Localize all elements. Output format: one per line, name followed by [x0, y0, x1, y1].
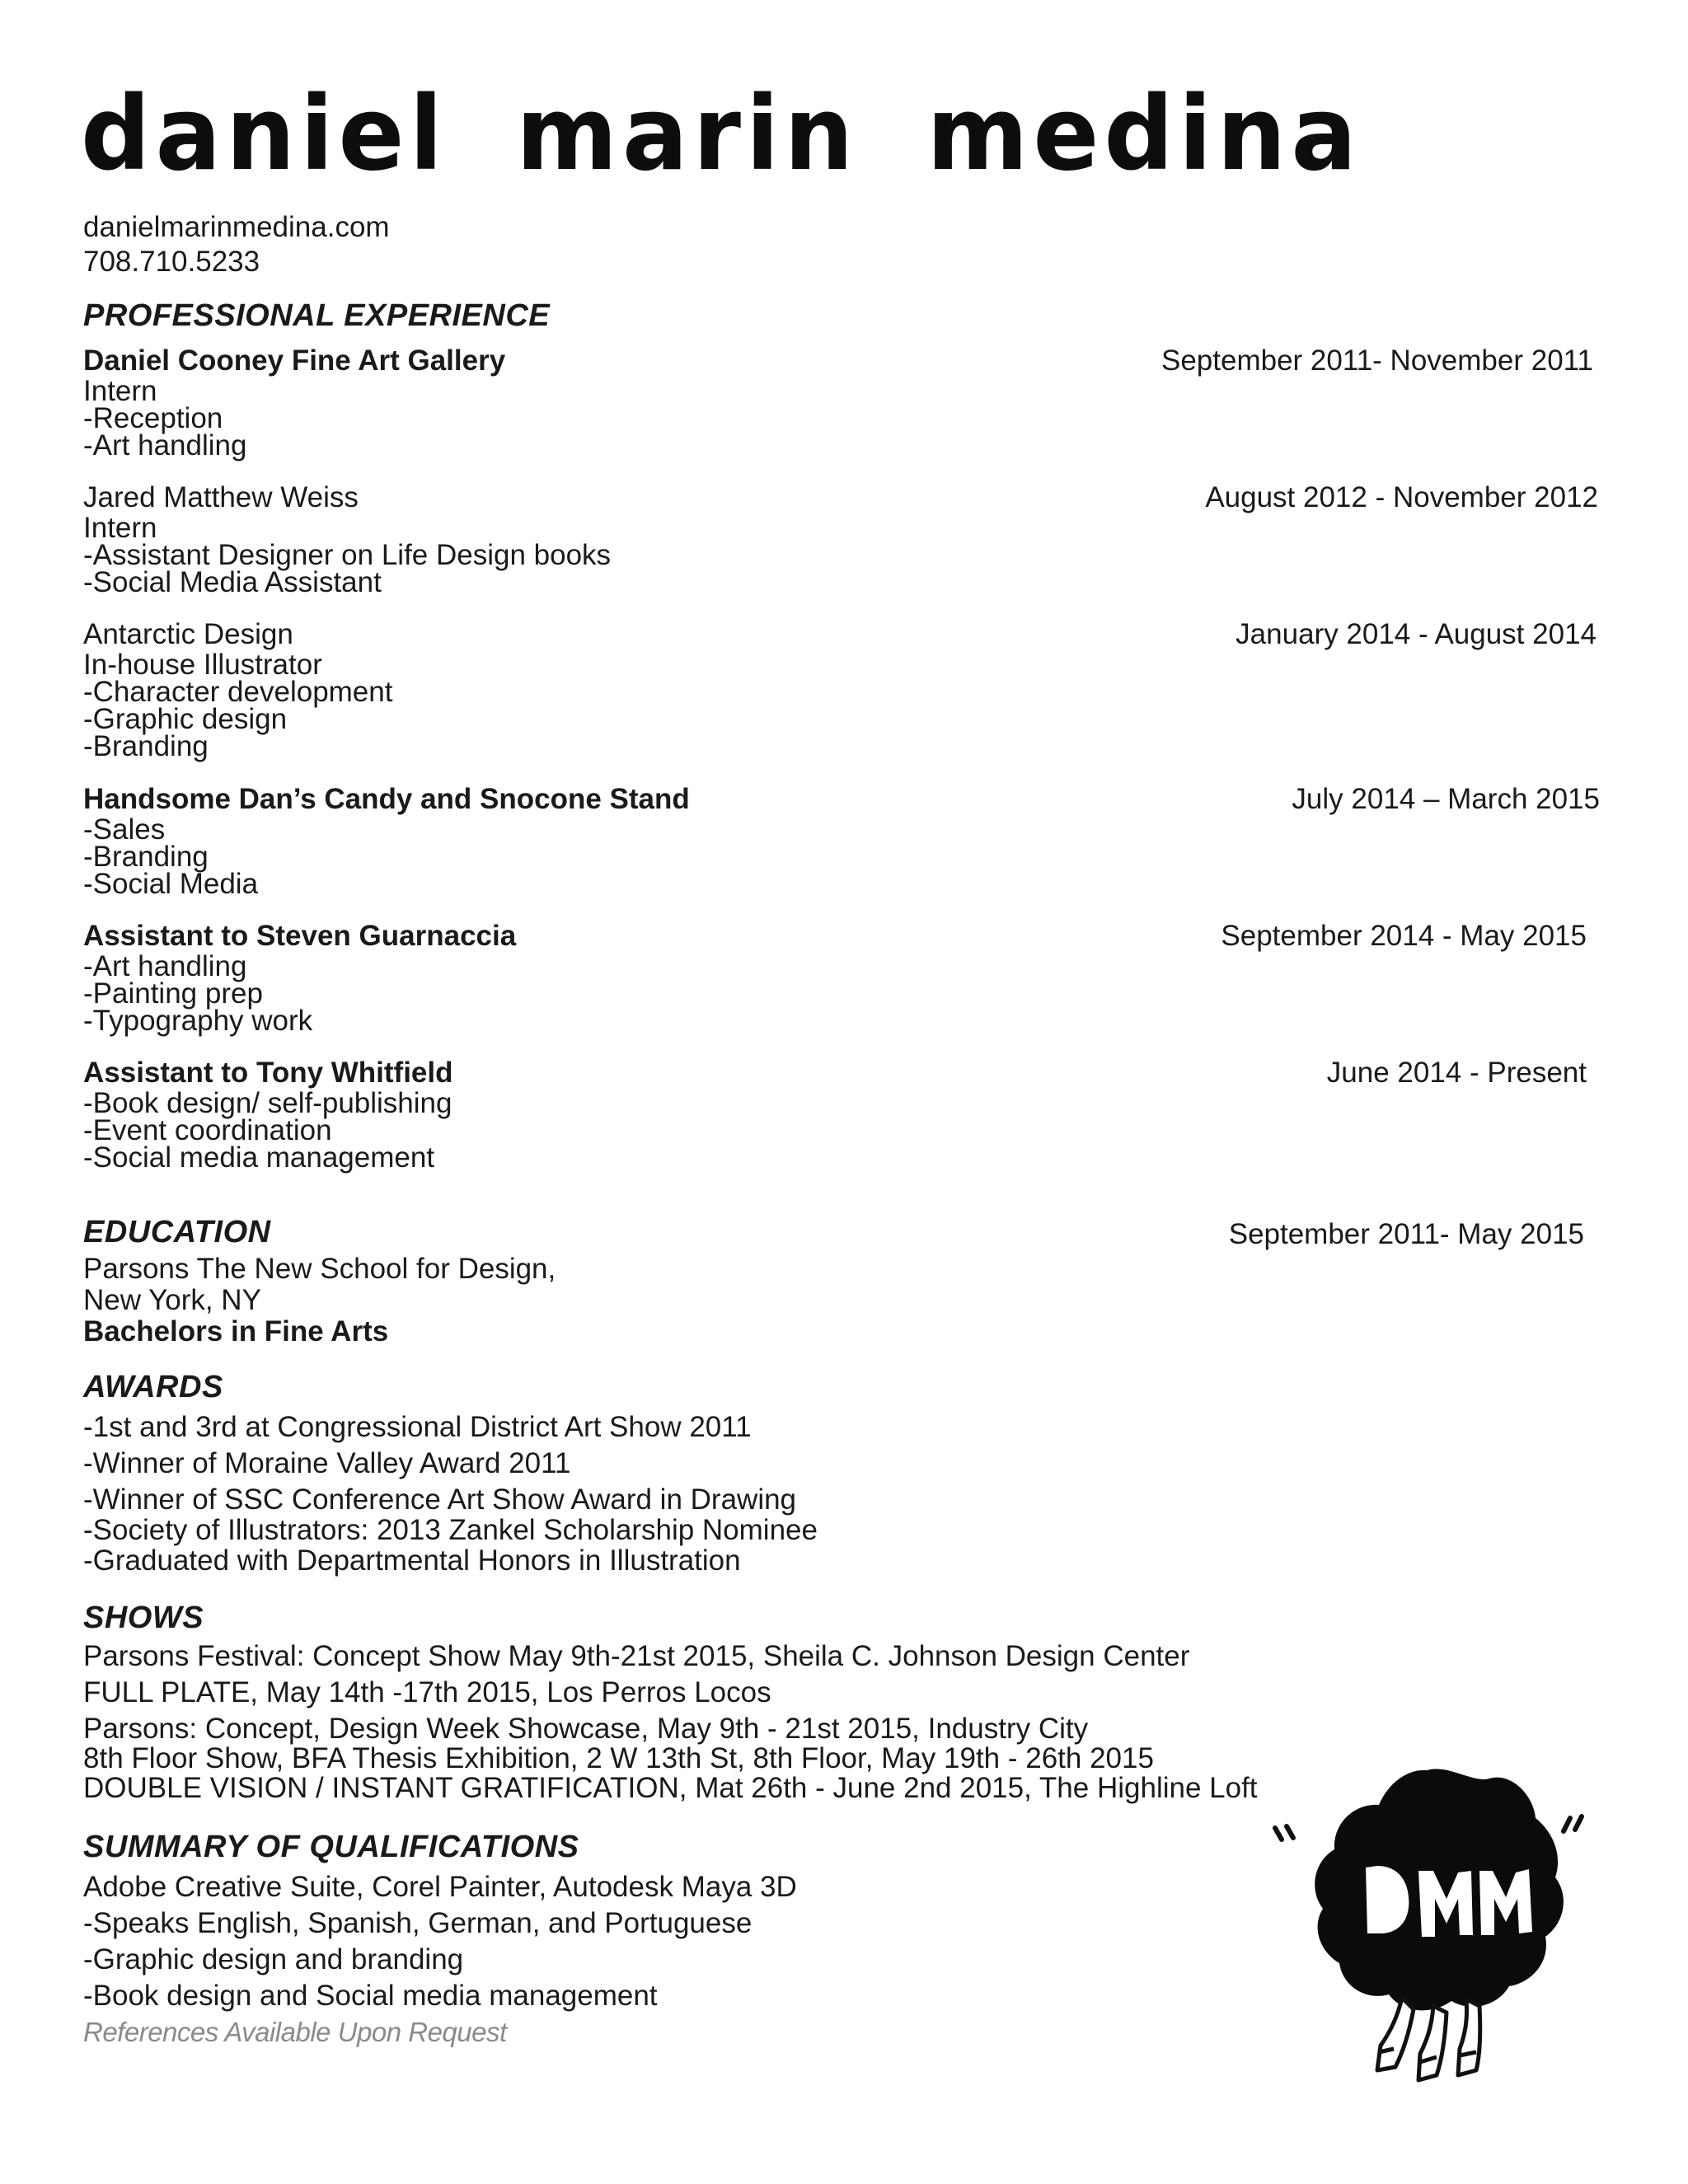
job-dates: September 2011- November 2011: [1160, 344, 1593, 377]
shows-heading: SHOWS: [83, 1601, 204, 1635]
job-line: -Event coordination: [83, 1114, 332, 1146]
job-entry: [83, 1057, 1600, 1174]
job-company: Daniel Cooney Fine Art Gallery: [83, 344, 506, 377]
references-note: References Available Upon Request: [83, 2017, 507, 2047]
job-entry: [83, 783, 1600, 898]
show-item: Parsons Festival: Concept Show May 9th-21st 2015, Sheila C. Johnson Design Center: [83, 1640, 1190, 1672]
website-text: danielmarinmedina.com: [83, 211, 390, 243]
qualification-item: Adobe Creative Suite, Corel Painter, Autodesk Maya 3D: [83, 1871, 797, 1903]
job-dates: July 2014 – March 2015: [1292, 783, 1600, 815]
job-line: -Sales: [83, 813, 166, 846]
job-line: -Book design/ self-publishing: [83, 1087, 452, 1119]
job-line: -Social media management: [83, 1141, 435, 1174]
job-line: -Social Media: [83, 868, 259, 900]
job-company: Assistant to Steven Guarnaccia: [83, 920, 517, 952]
awards-heading: AWARDS: [83, 1370, 223, 1404]
job-line: -Social Media Assistant: [83, 566, 382, 598]
award-item: -1st and 3rd at Congressional District Art Show 2011: [83, 1411, 752, 1443]
job-entry: [83, 618, 1600, 760]
award-item: -Winner of Moraine Valley Award 2011: [83, 1447, 571, 1479]
job-line: Intern: [83, 375, 157, 407]
job-dates: September 2014 - May 2015: [1221, 920, 1587, 952]
job-line: -Character development: [83, 676, 393, 708]
job-dates: August 2012 - November 2012: [1205, 481, 1598, 513]
show-item: DOUBLE VISION / INSTANT GRATIFICATION, Mat 26th - June 2nd 2015, The Highline Loft: [83, 1772, 1258, 1804]
job-line: -Branding: [83, 841, 209, 873]
experience-heading: PROFESSIONAL EXPERIENCE: [83, 298, 551, 333]
job-line: -Graphic design: [83, 703, 288, 735]
job-company: Handsome Dan’s Candy and Snocone Stand: [83, 783, 690, 815]
qualification-item: -Book design and Social media management: [83, 1980, 658, 2012]
award-item: -Society of Illustrators: 2013 Zankel Scholarship Nominee: [83, 1514, 818, 1546]
job-line: -Branding: [83, 730, 209, 762]
job-company: Antarctic Design: [83, 618, 293, 650]
qualification-item: -Graphic design and branding: [83, 1943, 464, 1975]
show-item: 8th Floor Show, BFA Thesis Exhibition, 2 W 13th St, 8th Floor, May 19th - 26th 2015: [83, 1742, 1154, 1774]
qualification-item: -Speaks English, Spanish, German, and Portuguese: [83, 1907, 753, 1939]
award-item: -Winner of SSC Conference Art Show Award in Drawing: [83, 1483, 797, 1516]
qualifications-heading: SUMMARY OF QUALIFICATIONS: [83, 1830, 579, 1864]
education-school: Parsons The New School for Design,: [83, 1253, 556, 1285]
job-entry: [83, 344, 1600, 462]
award-item: -Graduated with Departmental Honors in Illustration: [83, 1544, 741, 1577]
job-line: -Art handling: [83, 950, 247, 982]
job-entry: [83, 481, 1600, 596]
education-degree: Bachelors in Fine Arts: [83, 1315, 389, 1347]
education-location: New York, NY: [83, 1284, 261, 1316]
phone-text: 708.710.5233: [83, 246, 260, 278]
resume-name: daniel marin medina: [81, 73, 1362, 194]
education-heading: EDUCATION: [83, 1215, 271, 1249]
job-company: Assistant to Tony Whitfield: [83, 1057, 453, 1089]
job-line: In-house Illustrator: [83, 649, 322, 681]
job-company: Jared Matthew Weiss: [83, 481, 359, 513]
job-line: Intern: [83, 512, 157, 544]
job-dates: June 2014 - Present: [1326, 1057, 1587, 1089]
show-item: FULL PLATE, May 14th -17th 2015, Los Perros Locos: [83, 1676, 771, 1708]
job-dates: January 2014 - August 2014: [1236, 618, 1597, 650]
job-line: -Painting prep: [83, 977, 263, 1010]
job-line: -Assistant Designer on Life Design books: [83, 539, 612, 571]
show-item: Parsons: Concept, Design Week Showcase, May 9th - 21st 2015, Industry City: [83, 1713, 1089, 1745]
education-dates: September 2011- May 2015: [1228, 1218, 1584, 1250]
job-entry: [83, 920, 1600, 1037]
dmm-blob-logo-icon: [1257, 1747, 1603, 2093]
job-line: -Typography work: [83, 1005, 313, 1037]
job-line: -Reception: [83, 402, 223, 434]
job-line: -Art handling: [83, 429, 247, 462]
